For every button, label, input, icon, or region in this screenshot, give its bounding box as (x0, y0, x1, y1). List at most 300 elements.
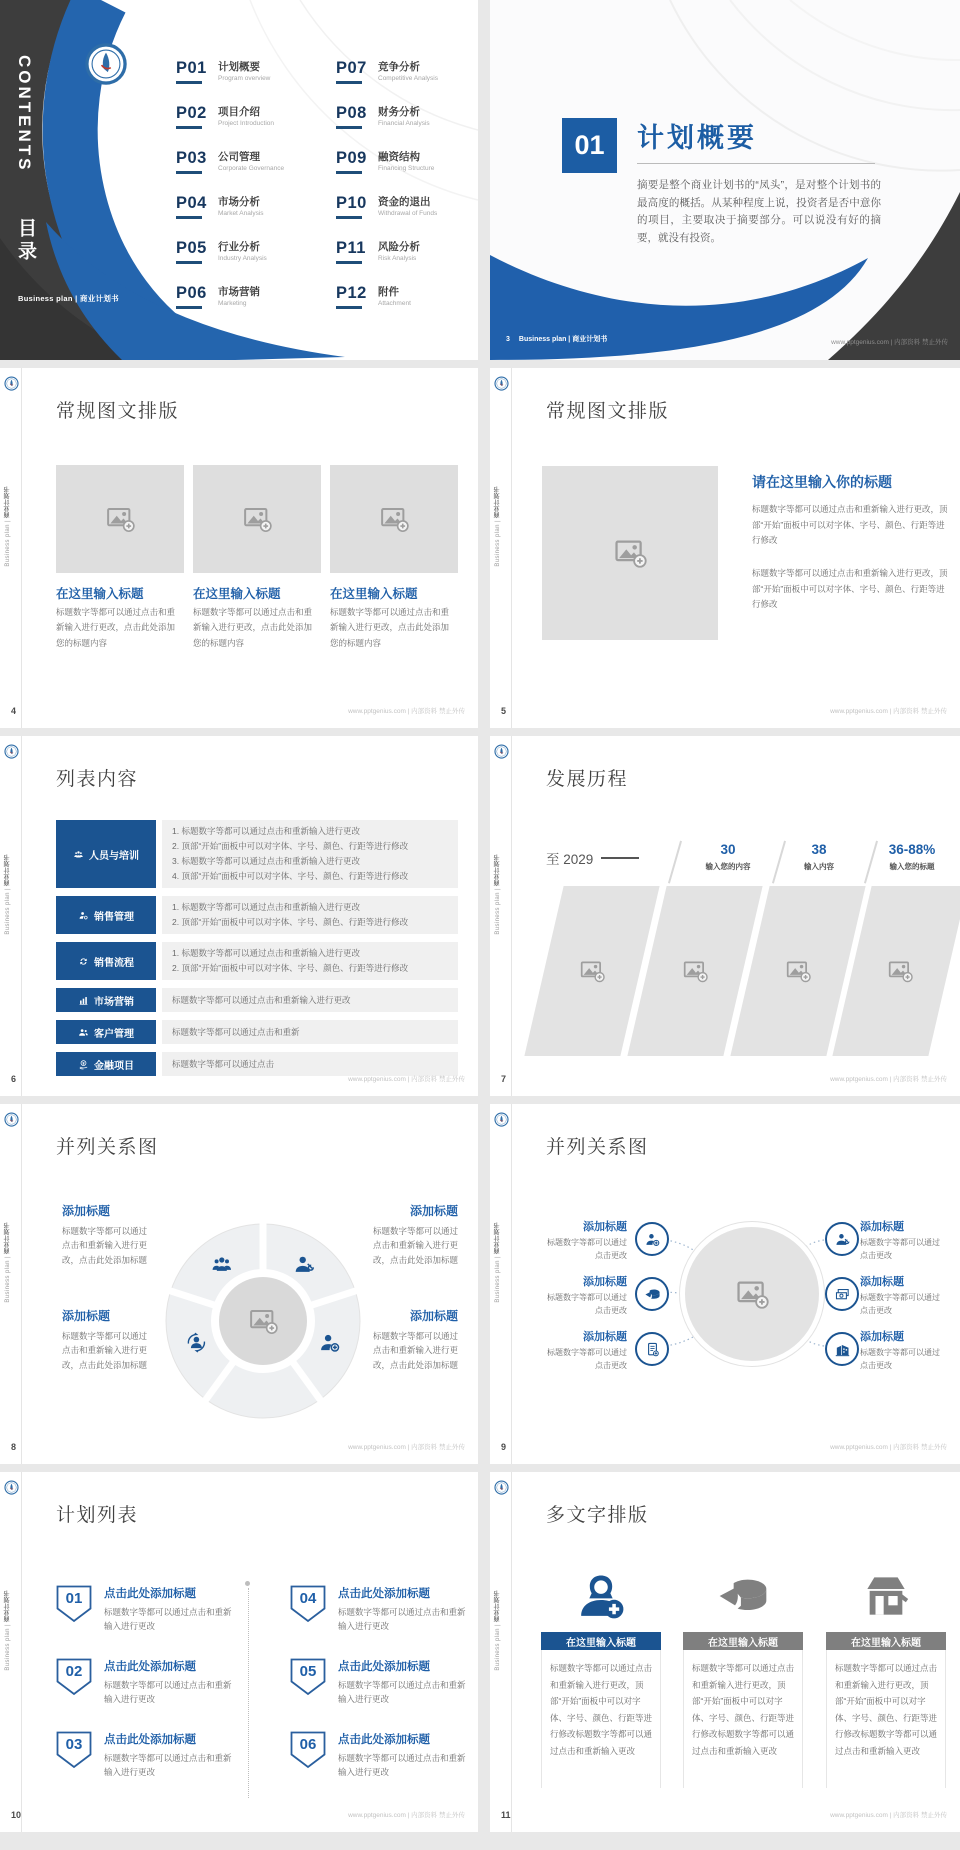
image-add-icon (379, 504, 409, 534)
toc-underline (336, 216, 362, 219)
cover-contents-cn-vertical-title: 目录 (15, 218, 36, 264)
plan-number: 04 (299, 1590, 317, 1607)
page-number: 5 (501, 706, 507, 716)
center-dotted-divider (248, 1588, 249, 1798)
toc-label-en: Competitive Analysis (378, 75, 438, 82)
plan-number-badge (56, 1658, 92, 1696)
toc-label-cn: 资金的退出 (378, 196, 431, 208)
toc-number: P02 (176, 104, 207, 122)
toc-underline (336, 171, 362, 174)
plan-item-03[interactable] (56, 1731, 236, 1779)
sidebar-label-en: Business plan | (5, 1254, 11, 1303)
chapter-title: 计划概要 (637, 123, 757, 153)
toc-underline (176, 261, 202, 264)
relation-body: 标题数字等都可以通过点击和重新输入进行更改，点击此处添加标题 (62, 1226, 148, 1265)
list-tab (56, 942, 156, 980)
relation-heading: 添加标题 (409, 1309, 458, 1323)
toc-item-p01[interactable] (176, 59, 284, 104)
sidebar-label-cn: 商业计划书 (5, 486, 11, 518)
sidebar-divider (511, 736, 512, 1096)
list-line: 2. 顶部“开始”面板中可以对字体、字号、颜色、行距等进行修改 (172, 963, 409, 973)
page-number: 10 (11, 1810, 22, 1820)
toc-number: P10 (336, 194, 367, 212)
hub-block-left-2[interactable] (542, 1273, 627, 1318)
column-body-text: 标题数字等都可以通过点击和重新输入进行更改，顶部“开始”面板中可以对字体、字号、颜色、行距等进行修改标题数字等都可以通过点击和重新输入更改 (683, 1650, 803, 1788)
toc-label-en: Corporate Governance (218, 165, 285, 172)
sidebar-label-cn: 商业计划书 (5, 1222, 11, 1254)
list-line: 标题数字等都可以通过点击和重新 (172, 1026, 300, 1037)
toc-underline (336, 261, 362, 264)
chapter-footer-left (506, 334, 607, 344)
plan-body: 标题数字等都可以通过点击和重新输入进行更改 (104, 1753, 232, 1778)
slide-parallel-relation-hub-thumbnail[interactable] (490, 1104, 960, 1464)
staff-group-icon (73, 849, 84, 860)
sidebar-label-cn: 商业计划书 (495, 1590, 501, 1622)
hub-block-right-3[interactable] (860, 1328, 945, 1373)
list-line: 3. 标题数字等都可以通过点击和重新输入进行更改 (172, 856, 360, 866)
chapter-summary-text: 摘要是整个商业计划书的“凤头”，是对整个计划书的最高度的概括。从某种程度上说，投资者是否中意你的项目，主要取决于摘要部分。可以说没有好的摘要，就没有投资。 (637, 179, 881, 244)
image-add-icon (735, 1277, 769, 1311)
sidebar-label-en: Business plan | (495, 1254, 501, 1303)
chapter-footer-label: Business plan | 商业计划书 (518, 336, 608, 343)
logo-icon (4, 744, 19, 759)
plan-item-02[interactable] (56, 1658, 236, 1706)
footer-site-text: www.pptgenius.com | 内部资料 禁止外传 (830, 708, 947, 715)
toc-label-en: Market Analysis (218, 210, 264, 217)
slide-title: 列表内容 (56, 769, 139, 790)
sidebar-label-cn: 商业计划书 (495, 1222, 501, 1254)
slide-contents-thumbnail[interactable] (0, 0, 478, 360)
list-row-marketing[interactable] (56, 988, 458, 1012)
relation-heading: 添加标题 (62, 1309, 111, 1323)
toc-number: P11 (336, 239, 366, 257)
chapter-number-box: 01 (562, 118, 617, 173)
list-row-body (162, 820, 458, 888)
toc-number: P12 (336, 284, 367, 302)
logo-icon (494, 744, 509, 759)
page-number: 8 (11, 1442, 17, 1452)
logo-icon (4, 1480, 19, 1495)
stat-value: 36-88% (888, 842, 936, 857)
list-tab (56, 896, 156, 934)
toc-item-p07[interactable] (336, 59, 438, 104)
bar-chart-icon (78, 995, 89, 1006)
slide-title: 并列关系图 (56, 1137, 159, 1158)
image-add-icon (579, 958, 605, 984)
slide-list-content-thumbnail[interactable] (0, 736, 478, 1096)
image-add-icon (682, 958, 708, 984)
list-line: 标题数字等都可以通过点击 (172, 1058, 275, 1069)
hub-body: 标题数字等都可以通过点击更改 (547, 1238, 627, 1260)
list-row-sales-process[interactable] (56, 942, 458, 980)
slide-title: 多文字排版 (546, 1505, 649, 1526)
toc-item-p11[interactable] (336, 239, 438, 284)
slide-image-text-3col-thumbnail[interactable] (0, 368, 478, 728)
plan-item-01[interactable] (56, 1585, 236, 1633)
divider-dot (245, 1581, 250, 1586)
timeline-year-label (546, 848, 639, 868)
slide-multi-text-thumbnail[interactable] (490, 1472, 960, 1832)
slide-title: 并列关系图 (546, 1137, 649, 1158)
hub-heading: 添加标题 (583, 1221, 627, 1233)
sidebar-label-en: Business plan | (5, 886, 11, 935)
image-placeholder-1[interactable] (56, 465, 184, 573)
column-heading-1: 在这里输入标题 (56, 587, 144, 601)
toc-label-cn: 公司管理 (218, 151, 260, 163)
slide-title: 常规图文排版 (56, 401, 180, 422)
sidebar-divider (21, 1104, 22, 1464)
toc-label-cn: 市场营销 (218, 286, 260, 298)
building-icon (825, 1332, 859, 1366)
list-line: 标题数字等都可以通过点击和重新输入进行更改 (172, 994, 351, 1005)
timeline-year-text: 至 2029 (546, 852, 594, 867)
plan-number: 01 (65, 1590, 83, 1607)
plan-body: 标题数字等都可以通过点击和重新输入进行更改 (338, 1680, 466, 1705)
stat-block-2 (774, 842, 864, 872)
list-row-body (162, 1052, 458, 1076)
sidebar-label-en: Business plan | (495, 886, 501, 935)
list-line: 4. 顶部“开始”面板中可以对字体、字号、颜色、行距等进行修改 (172, 870, 409, 881)
toc-column-left (176, 59, 284, 329)
logo-icon (494, 376, 509, 391)
logo-icon (4, 376, 19, 391)
text-column-1[interactable] (541, 1560, 661, 1788)
stat-block-1 (682, 842, 774, 872)
toc-label-en: Marketing (218, 300, 247, 307)
toc-label-cn: 计划概要 (218, 61, 260, 73)
toc-label-en: Project Introduction (218, 120, 275, 127)
toc-item-p10[interactable] (336, 194, 438, 239)
page-number: 9 (501, 1442, 507, 1452)
sidebar-label-cn: 商业计划书 (5, 1590, 11, 1622)
toc-label-en: Program overview (218, 75, 271, 82)
sidebar-divider (21, 736, 22, 1096)
page-number: 6 (11, 1074, 17, 1084)
section-heading: 请在这里输入你的标题 (752, 474, 892, 490)
plan-number-badge (290, 1585, 326, 1623)
document-icon (635, 1332, 669, 1366)
hub-block-left-1[interactable] (542, 1218, 627, 1263)
person-wrench-icon (825, 1222, 859, 1256)
toc-number: P09 (336, 149, 367, 167)
image-placeholder-3[interactable] (330, 465, 458, 573)
plan-heading: 点击此处添加标题 (338, 1588, 430, 1600)
list-tab (56, 988, 156, 1012)
slide-title: 常规图文排版 (546, 401, 670, 422)
hub-block-right-1[interactable] (860, 1218, 945, 1263)
text-column-2[interactable] (683, 1560, 803, 1788)
list-row-body (162, 1020, 458, 1044)
sidebar-label-cn: 商业计划书 (5, 854, 11, 886)
slide-image-text-1col-thumbnail[interactable] (490, 368, 960, 728)
cheese-chart-icon (683, 1560, 803, 1624)
chapter-page-number: 3 (506, 335, 510, 343)
relation-heading: 添加标题 (62, 1204, 111, 1218)
list-row-staff-training[interactable] (56, 820, 458, 888)
hub-body: 标题数字等都可以通过点击更改 (860, 1238, 940, 1260)
list-line: 2. 顶部“开始”面板中可以对字体、字号、颜色、行距等进行修改 (172, 917, 409, 927)
woman-plus-icon (541, 1560, 661, 1624)
plan-number: 06 (299, 1736, 317, 1753)
sidebar-label-cn: 商业计划书 (495, 854, 501, 886)
relation-body: 标题数字等都可以通过点击和重新输入进行更改，点击此处添加标题 (372, 1331, 458, 1370)
company-logo (84, 42, 128, 86)
toc-label-cn: 竞争分析 (378, 61, 420, 73)
list-tab (56, 1020, 156, 1044)
toc-item-p12[interactable] (336, 284, 438, 329)
image-placeholder[interactable] (542, 466, 718, 640)
stat-block-3 (864, 842, 960, 872)
toc-underline (336, 306, 362, 309)
hub-heading: 添加标题 (583, 1331, 627, 1343)
toc-item-p02[interactable] (176, 104, 284, 149)
toc-label-cn: 行业分析 (218, 241, 260, 253)
footer-site-text: www.pptgenius.com | 内部资料 禁止外传 (830, 1076, 947, 1083)
sidebar-vertical-label (3, 854, 12, 935)
slide-chapter01-thumbnail[interactable] (490, 0, 960, 360)
toc-item-p03[interactable] (176, 149, 284, 194)
plan-body: 标题数字等都可以通过点击和重新输入进行更改 (104, 1680, 232, 1705)
slide-development-timeline-thumbnail[interactable] (490, 736, 960, 1096)
image-add-icon (105, 504, 135, 534)
page-number: 11 (501, 1810, 511, 1820)
list-tab-label: 人员与培训 (89, 850, 139, 862)
toc-item-p09[interactable] (336, 149, 438, 194)
plan-heading: 点击此处添加标题 (104, 1661, 196, 1673)
toc-number: P07 (336, 59, 367, 77)
toc-label-en: Financing Structure (378, 165, 435, 172)
hub-body: 标题数字等都可以通过点击更改 (860, 1348, 940, 1370)
list-row-body (162, 988, 458, 1012)
slide-title: 发展历程 (546, 769, 629, 790)
list-row-finance-project[interactable] (56, 1052, 458, 1076)
cover-footer-text: Business plan | 商业计划书 (18, 294, 119, 303)
list-row-body (162, 942, 458, 980)
relation-body: 标题数字等都可以通过点击和重新输入进行更改，点击此处添加标题 (62, 1331, 148, 1370)
timeline-panels (544, 886, 948, 1056)
toc-underline (336, 126, 362, 129)
stat-label: 输入内容 (804, 862, 834, 871)
chapter-title-rule (637, 163, 875, 164)
toc-underline (176, 81, 202, 84)
plan-number-badge (290, 1731, 326, 1769)
list-tab-label: 销售流程 (94, 957, 134, 969)
relation-block-top-right[interactable] (372, 1202, 458, 1267)
column-header-bar: 在这里输入标题 (541, 1632, 661, 1650)
sidebar-label-en: Business plan | (5, 518, 11, 567)
plan-number-badge (56, 1585, 92, 1623)
stat-label: 输入您的内容 (705, 862, 751, 871)
toc-column-right (336, 59, 438, 329)
stat-value: 30 (720, 842, 736, 857)
section-paragraph-2: 标题数字等都可以通过点击和重新输入进行更改，顶部“开始”面板中可以对字体、字号、颜色、行距等进行修改 (752, 568, 948, 610)
store-building-icon (826, 1560, 946, 1624)
list-tab-label: 销售管理 (94, 911, 134, 923)
footer-site-text: www.pptgenius.com | 内部资料 禁止外传 (348, 1812, 465, 1819)
stat-label: 输入您的标题 (889, 862, 935, 871)
list-line: 1. 标题数字等都可以通过点击和重新输入进行更改 (172, 948, 360, 959)
toc-label-en: Risk Analysis (378, 255, 417, 262)
image-add-icon (613, 536, 647, 570)
image-add-icon (887, 958, 913, 984)
toc-item-p05[interactable] (176, 239, 284, 284)
column-body-3: 标题数字等都可以通过点击和重新输入进行更改，点击此处添加您的标题内容 (330, 607, 450, 648)
sidebar-divider (511, 1472, 512, 1832)
money-notes-icon (825, 1277, 859, 1311)
column-header-bar: 在这里输入标题 (826, 1632, 946, 1650)
logo-icon (4, 1112, 19, 1127)
toc-item-p06[interactable] (176, 284, 284, 329)
footer-site-text: www.pptgenius.com | 内部资料 禁止外传 (348, 708, 465, 715)
toc-label-en: Attachment (378, 300, 411, 307)
list-tab-label: 客户管理 (94, 1028, 134, 1040)
plan-heading: 点击此处添加标题 (338, 1734, 430, 1746)
toc-number: P04 (176, 194, 207, 212)
column-body-1: 标题数字等都可以通过点击和重新输入进行更改，点击此处添加您的标题内容 (56, 607, 176, 648)
toc-label-cn: 市场分析 (218, 196, 260, 208)
slide-plan-list-thumbnail[interactable] (0, 1472, 478, 1832)
sidebar-divider (511, 368, 512, 728)
plan-number: 05 (299, 1663, 317, 1680)
list-line: 2. 顶部“开始”面板中可以对字体、字号、颜色、行距等进行修改 (172, 841, 409, 852)
column-heading-2: 在这里输入标题 (193, 587, 281, 601)
sidebar-vertical-label (493, 1590, 502, 1671)
column-body-text: 标题数字等都可以通过点击和重新输入进行更改，顶部“开始”面板中可以对字体、字号、颜色、行距等进行修改标题数字等都可以通过点击和重新输入更改 (826, 1650, 946, 1788)
sidebar-divider (21, 368, 22, 728)
stat-value: 38 (811, 842, 827, 857)
hub-heading: 添加标题 (860, 1276, 904, 1288)
slide-title: 计划列表 (56, 1505, 139, 1526)
cover-contents-vertical-title: CONTENTS (15, 55, 34, 173)
sidebar-vertical-label (3, 1222, 12, 1303)
list-tab-label: 市场营销 (94, 996, 134, 1008)
hub-heading: 添加标题 (860, 1221, 904, 1233)
plan-heading: 点击此处添加标题 (104, 1588, 196, 1600)
toc-number: P08 (336, 104, 367, 122)
list-tab (56, 1052, 156, 1076)
hub-block-left-3[interactable] (542, 1328, 627, 1373)
person-plus-icon (635, 1222, 669, 1256)
list-row-sales-management[interactable] (56, 896, 458, 934)
plan-item-04[interactable] (290, 1585, 470, 1633)
image-add-icon (242, 504, 272, 534)
relation-body: 标题数字等都可以通过点击和重新输入进行更改，点击此处添加标题 (372, 1226, 458, 1265)
toc-underline (176, 216, 202, 219)
text-column-3[interactable] (826, 1560, 946, 1788)
plan-number-badge (290, 1658, 326, 1696)
sidebar-label-en: Business plan | (5, 1622, 11, 1671)
relation-block-bottom-right[interactable] (372, 1307, 458, 1372)
sidebar-vertical-label (3, 486, 12, 567)
toc-number: P06 (176, 284, 207, 302)
plan-body: 标题数字等都可以通过点击和重新输入进行更改 (104, 1607, 232, 1632)
sidebar-label-cn: 商业计划书 (495, 486, 501, 518)
page-number: 7 (501, 1074, 507, 1084)
toc-underline (176, 306, 202, 309)
column-heading-3: 在这里输入标题 (330, 587, 418, 601)
list-tab (56, 820, 156, 888)
people-icon (78, 1027, 89, 1038)
sidebar-divider (21, 1472, 22, 1832)
cheese-chart-icon (635, 1277, 669, 1311)
toc-underline (336, 81, 362, 84)
image-add-icon (784, 958, 810, 984)
toc-label-en: Industry Analysis (218, 255, 267, 262)
toc-underline (176, 126, 202, 129)
slide-parallel-relation-wheel-thumbnail[interactable] (0, 1104, 478, 1464)
chapter-footer-site: www.pptgenius.com | 内部资料 禁止外传 (831, 339, 948, 346)
list-row-body (162, 896, 458, 934)
toc-item-p08[interactable] (336, 104, 438, 149)
sidebar-vertical-label (493, 486, 502, 567)
list-line: 1. 标题数字等都可以通过点击和重新输入进行更改 (172, 902, 360, 913)
sidebar-vertical-label (493, 854, 502, 935)
page-number: 4 (11, 706, 17, 716)
toc-label-en: Withdrawal of Funds (378, 210, 438, 217)
plan-item-05[interactable] (290, 1658, 470, 1706)
footer-site-text: www.pptgenius.com | 内部资料 禁止外传 (348, 1076, 465, 1083)
sidebar-label-en: Business plan | (495, 1622, 501, 1671)
relation-wheel-diagram (152, 1210, 374, 1432)
plan-number-badge (56, 1731, 92, 1769)
hub-heading: 添加标题 (860, 1331, 904, 1343)
toc-number: P03 (176, 149, 207, 167)
plan-body: 标题数字等都可以通过点击和重新输入进行更改 (338, 1607, 466, 1632)
toc-label-cn: 财务分析 (378, 106, 420, 118)
plan-number: 02 (65, 1663, 83, 1680)
column-body-2: 标题数字等都可以通过点击和重新输入进行更改，点击此处添加您的标题内容 (193, 607, 313, 648)
hub-image-placeholder[interactable] (680, 1222, 824, 1366)
toc-label-cn: 融资结构 (378, 151, 420, 163)
footer-site-text: www.pptgenius.com | 内部资料 禁止外传 (830, 1444, 947, 1451)
toc-label-en: Financial Analysis (378, 120, 430, 127)
toc-label-cn: 项目介绍 (218, 106, 260, 118)
hub-heading: 添加标题 (583, 1276, 627, 1288)
hub-block-right-2[interactable] (860, 1273, 945, 1318)
plan-item-06[interactable] (290, 1731, 470, 1779)
person-gear-icon (78, 910, 89, 921)
toc-label-cn: 风险分析 (378, 241, 420, 253)
stat-divider (668, 841, 682, 884)
hub-body: 标题数字等都可以通过点击更改 (860, 1293, 940, 1315)
coin-icon (78, 1059, 89, 1070)
toc-number: P05 (176, 239, 207, 257)
timeline-dash (601, 857, 639, 859)
relation-block-top-left[interactable] (62, 1202, 148, 1267)
relation-heading: 添加标题 (409, 1204, 458, 1218)
column-header-bar: 在这里输入标题 (683, 1632, 803, 1650)
image-placeholder-2[interactable] (193, 465, 321, 573)
sync-arrows-icon (78, 956, 89, 967)
sidebar-vertical-label (3, 1590, 12, 1671)
footer-site-text: www.pptgenius.com | 内部资料 禁止外传 (830, 1812, 947, 1819)
list-row-customer-management[interactable] (56, 1020, 458, 1044)
section-paragraph-1: 标题数字等都可以通过点击和重新输入进行更改，顶部“开始”面板中可以对字体、字号、颜色、行距等进行修改 (752, 504, 948, 546)
toc-item-p04[interactable] (176, 194, 284, 239)
sidebar-label-en: Business plan | (495, 518, 501, 567)
plan-heading: 点击此处添加标题 (104, 1734, 196, 1746)
plan-body: 标题数字等都可以通过点击和重新输入进行更改 (338, 1753, 466, 1778)
hub-body: 标题数字等都可以通过点击更改 (547, 1348, 627, 1370)
column-body-text: 标题数字等都可以通过点击和重新输入进行更改，顶部“开始”面板中可以对字体、字号、颜色、行距等进行修改标题数字等都可以通过点击和重新输入更改 (541, 1650, 661, 1788)
logo-icon (494, 1480, 509, 1495)
list-tab-label: 金融项目 (94, 1060, 134, 1072)
plan-heading: 点击此处添加标题 (338, 1661, 430, 1673)
list-line: 1. 标题数字等都可以通过点击和重新输入进行更改 (172, 826, 360, 837)
relation-block-bottom-left[interactable] (62, 1307, 148, 1372)
footer-site-text: www.pptgenius.com | 内部资料 禁止外传 (348, 1444, 465, 1451)
toc-underline (176, 171, 202, 174)
